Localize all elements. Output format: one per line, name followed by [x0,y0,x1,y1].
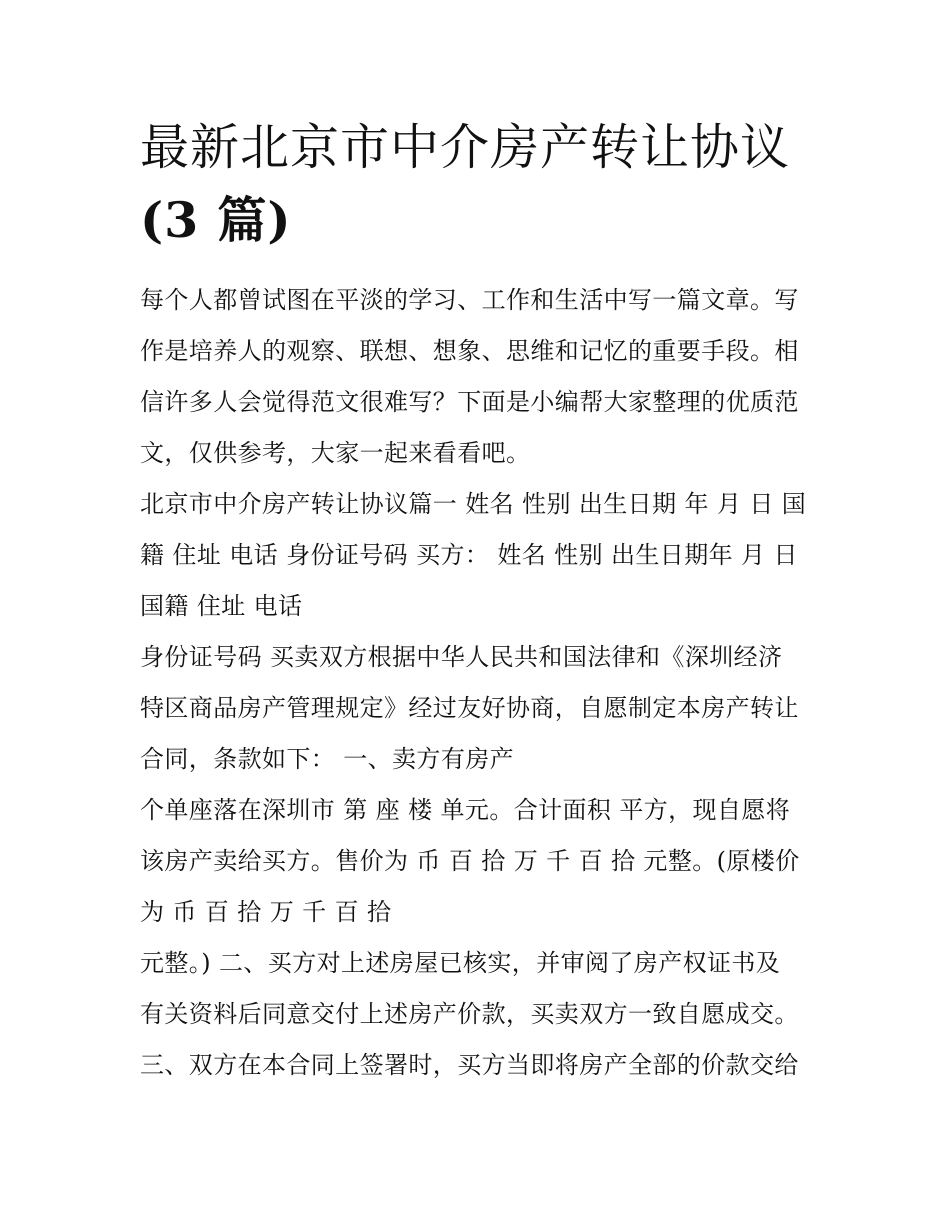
title-line-1: 最新北京市中介房产转让协议 [140,119,791,176]
body-line: 每个人都曾试图在平淡的学习、工作和生活中写一篇文章。写 [140,286,799,314]
body-line: 身份证号码 买卖双方根据中华人民共和国法律和《深圳经济 [140,643,783,671]
body-line: 个单座落在深圳市 第 座 楼 单元。合计面积 平方，现自愿将 [140,796,791,824]
body-line: 信许多人会觉得范文很难写？下面是小编帮大家整理的优质范 [140,388,799,416]
document-body [140,275,830,1091]
body-line: 特区商品房产管理规定》经过友好协商，自愿制定本房产转让 [140,694,799,722]
body-line: 合同，条款如下： 一、卖方有房产 [140,745,515,773]
body-line: 为 币 百 拾 万 千 百 拾 [140,898,392,926]
body-line: 国籍 住址 电话 [140,592,303,620]
title-line-2: (3 篇) [140,191,292,249]
body-line: 北京市中介房产转让协议篇一 姓名 性别 出生日期 年 月 日 国 [140,490,807,518]
body-line: 元整。) 二、买方对上述房屋已核实，并审阅了房产权证书及 [140,949,781,977]
document-title [140,112,830,257]
body-line: 该房产卖给买方。售价为 币 百 拾 万 千 百 拾 元整。(原楼价 [140,847,800,875]
body-line: 籍 住址 电话 身份证号码 买方： 姓名 性别 出生日期年 月 日 [140,541,798,569]
body-line: 作是培养人的观察、联想、想象、思维和记忆的重要手段。相 [140,337,799,365]
body-line: 三、双方在本合同上签署时，买方当即将房产全部的价款交给 [140,1051,799,1079]
body-line: 文，仅供参考，大家一起来看看吧。 [140,439,531,467]
body-line: 有关资料后同意交付上述房产价款，买卖双方一致自愿成交。 [140,1000,799,1028]
